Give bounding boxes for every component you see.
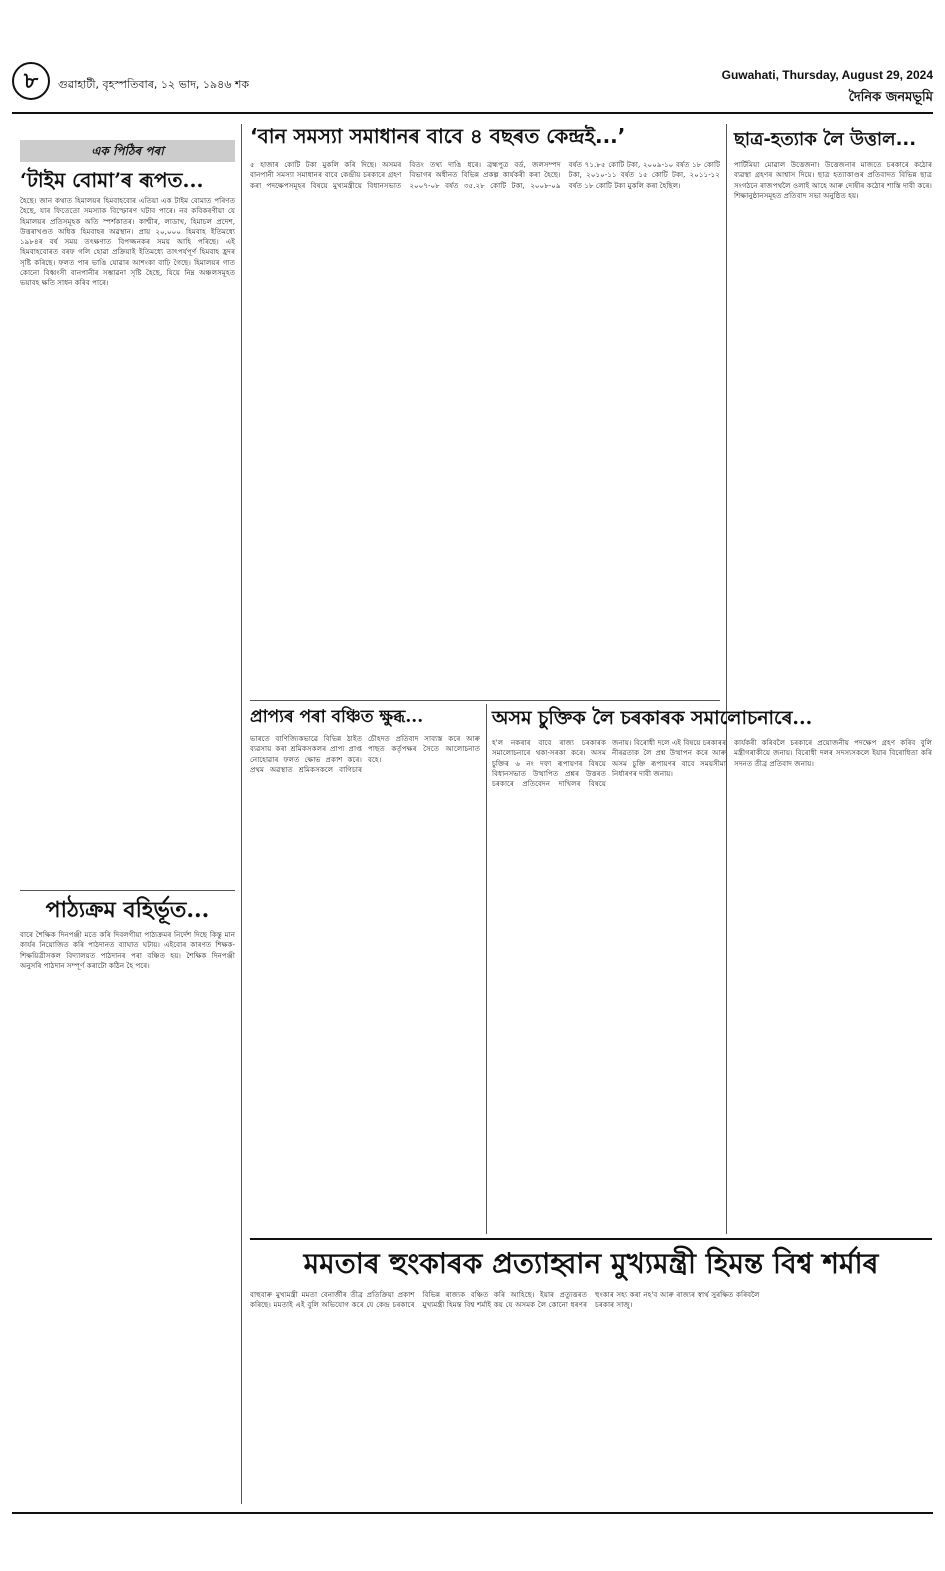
column-kicker: এক পিঠিৰ পৰা [20, 140, 235, 162]
page-number: ৮ [12, 62, 50, 100]
masthead: দৈনিক জনমভূমি [848, 90, 933, 105]
divider [250, 1238, 932, 1240]
footer-rule [12, 1512, 933, 1514]
story2-body: ভাৰতে বাণিজ্যিকভাৱে বিভিন্ন ঠাইত ব্যৱসায় কৰা শ্ৰমিকসকলৰ প্ৰাপ্য প্ৰাপ্ত নোহোৱাৰ ফলত ক্ষোভ প্ৰকাশ কৰে। প্ৰথম অৱস্থাত শ্ৰমিকসকলে বাগিচাৰ চৌহদত প্ৰতিবাদ সাব্যস্ত কৰে আৰু পাছত কৰ্তৃপক্ষৰ সৈতে আলোচনাত বহে। [250, 734, 480, 774]
dateline-english: Guwahati, Thursday, August 29, 2024 [721, 68, 933, 82]
column-divider [241, 124, 242, 1504]
story1-body: হৈছে। জান কথাত হিমালয়ৰ হিমবাহবোৰ এতিয়া এক টাইম বোমাত পৰিণত হৈছে, যাৰ ফিতেতো সমস্যাক বিস্ফোৰণ ঘটাব পাৰে। নব কবিকৰণীয়া যে হিমালয়ৰ প্ৰতিসমূহক অতি স্পৰ্শকাতৰ। কাশ্মীৰ, লাডাখ, হিমাচল প্ৰদেশ, উত্তৰাখণ্ডত অধিক হিমবাহৰ অৱস্থান। প্ৰায় ২০,০০০ হিমবাহ ইতিমধ্যে ১৯৮৪ৰ বৰ্ষ সময় তৎক্ষণাত বিপজ্জনকৰ সময় আহি পৰিছে। এই হিমবাহবোৰত বৰফ গলি হোৱা প্ৰক্ৰিয়াই ইতিমধ্যে তাৎপৰ্যপূৰ্ণ হিমবাহ হ্ৰদৰ সৃষ্টি কৰিছে। ফলত পাৰ ভাঙি যোৱাৰ আশংকা বাঢ়ি গৈছে। হিমালয়ৰ গাত কোনো বিধ্বংসী বানপানীৰ সম্ভাৱনা সৃষ্টি হৈছে, যিয়ে নিম্ন অঞ্চলসমূহত ভয়াবহ ক্ষতি সাধন কৰিব পাৰে। [20, 196, 235, 288]
story3-title: পাঠ্যক্ৰম বহিৰ্ভূত... [45, 897, 210, 923]
lead-headline: ‘বান সমস্যা সমাধানৰ বাবে ৪ বছৰত কেন্দ্ৰই...’ [250, 124, 626, 148]
story1-title: ‘টাইম বোমা’ৰ ৰূপত... [20, 168, 204, 192]
column-divider [486, 704, 487, 1234]
banner-headline: মমতাৰ হুংকাৰক প্ৰত্যাহ্বান মুখ্যমন্ত্ৰী হিমন্ত বিশ্ব শৰ্মাৰ [303, 1247, 879, 1280]
banner-body: বাহুবাৰু মুখ্যমন্ত্ৰী মমতা বেনাৰ্জীৰ তীব্ৰ প্ৰতিক্ৰিয়া প্ৰকাশ কৰিছে। মমতাই এই বুলি অভিযোগ কৰে যে কেন্দ্ৰ চৰকাৰে বিভিন্ন ৰাজ্যক বঞ্চিত কৰি আহিছে। ইয়াৰ প্ৰত্যুত্তৰত মুখ্যমন্ত্ৰী হিমন্ত বিশ্ব শৰ্মাই কয় যে অসমক লৈ কোনো ধৰণৰ হুংকাৰ সহ্য কৰা নহ'ব আৰু ৰাজ্যৰ স্বাৰ্থ সুৰক্ষিত কৰিবলৈ চৰকাৰ সাজু। [250, 1290, 760, 1310]
story2-title: প্ৰাপ্যৰ পৰা বঞ্চিত ক্ষুব্ধ... [250, 707, 424, 727]
divider [250, 700, 720, 701]
column-divider [726, 124, 727, 1234]
story3-body: বাৰে শৈক্ষিক দিনপঞ্জী মতে কৰি দিবলগীয়া পাঠ্যক্ৰমৰ নিৰ্দেশ দিছে কিন্তু মান কাৰ্যৰ নিয়োজিত কৰি পাঠদানত ব্যাঘাত ঘটায়। এইবোৰ কাৰণত শিক্ষক-শিক্ষয়িত্ৰীসকল বিদ্যালয়ত পাঠদানৰ পৰা বঞ্চিত হয়। শৈক্ষিক দিনপঞ্জী অনুসৰি পাঠদান সম্পূৰ্ণ কৰাটো কঠিন হৈ পৰে। [20, 930, 235, 970]
lead-body: ৫ হাজাৰ কোটি টকা মুকলি কৰি দিছে। অসমৰ বানপানী সমস্যা সমাধানৰ বাবে কেন্দ্ৰীয় চৰকাৰে গ্ৰহণ কৰা পদক্ষেপসমূহৰ বিষয়ে মুখ্যমন্ত্ৰীয়ে বিধানসভাত বিতং তথ্য দাঙি ধৰে। ব্ৰহ্মপুত্ৰ বৰ্ড, জলসম্পদ বিভাগৰ অধীনত বিভিন্ন প্ৰকল্প কাৰ্যকৰী কৰা হৈছে। ২০০৭-০৮ বৰ্ষত ৩৫.২৮ কোটি টকা, ২০০৮-০৯ বৰ্ষত ৭১.৮৫ কোটি টকা, ২০০৯-১০ বৰ্ষত ১৮ কোটি টকা, ২০১০-১১ বৰ্ষত ১৫ কোটি টকা, ২০১১-১২ বৰ্ষত ১৮ কোটি টকা মুকলি কৰা হৈছিল। [250, 160, 720, 190]
side-body: পাৰ্টিমিয়া মোৱাল উত্তেজনা। উত্তেজনাৰ মাজতে চৰকাৰে কঠোৰ ব্যৱস্থা গ্ৰহণৰ আশ্বাস দিয়ে। ছাত্ৰ হত্যাকাণ্ডৰ প্ৰতিবাদত বিভিন্ন ছাত্ৰ সংগঠনে ৰাজপথলৈ ওলাই আহে আৰু দোষীৰ কঠোৰ শাস্তি দাবী কৰে। শিক্ষানুষ্ঠানসমূহত প্ৰতিবাদ সভা অনুষ্ঠিত হয়। [734, 160, 932, 200]
header-rule [12, 112, 933, 114]
dateline-assamese: গুৱাহাটী, বৃহস্পতিবাৰ, ১২ ভাদ, ১৯৪৬ শক [58, 78, 250, 91]
mid-body-2: কাৰ্যকৰী কৰিবলৈ চৰকাৰে প্ৰয়োজনীয় পদক্ষেপ গ্ৰহণ কৰিব বুলি মন্ত্ৰীগৰাকীয়ে জনায়। বিৰোধী দলৰ সদস্যসকলে ইয়াৰ বিৰোধিতা কৰি সদনত তীব্ৰ প্ৰতিবাদ জনায়। [734, 738, 932, 768]
divider [20, 890, 235, 891]
mid-headline: অসম চুক্তিক লৈ চৰকাৰক সমালোচনাৰে... [492, 707, 813, 729]
page-header [12, 62, 933, 112]
side-headline: ছাত্ৰ-হত্যাক লৈ উত্তাল... [734, 129, 917, 150]
mid-body-1: হ'ল নকৰাৰ বাবে ৰাজ্য চৰকাৰক সমালোচনাৰে থকা-সৰকা কৰে। অসম চুক্তিৰ ৬ নং দফা ৰূপায়ণৰ বিষয়ে বিধানসভাত উত্থাপিত প্ৰশ্নৰ উত্তৰত চৰকাৰে প্ৰতিবেদন দাখিলৰ বিষয়ে জনায়। বিৰোধী দলে এই বিষয়ে চৰকাৰৰ নীৰৱতাক লৈ প্ৰশ্ন উত্থাপন কৰে আৰু অসম চুক্তি ৰূপায়ণৰ বাবে সময়সীমা নিৰ্ধাৰণৰ দাবী জনায়। [492, 738, 726, 789]
